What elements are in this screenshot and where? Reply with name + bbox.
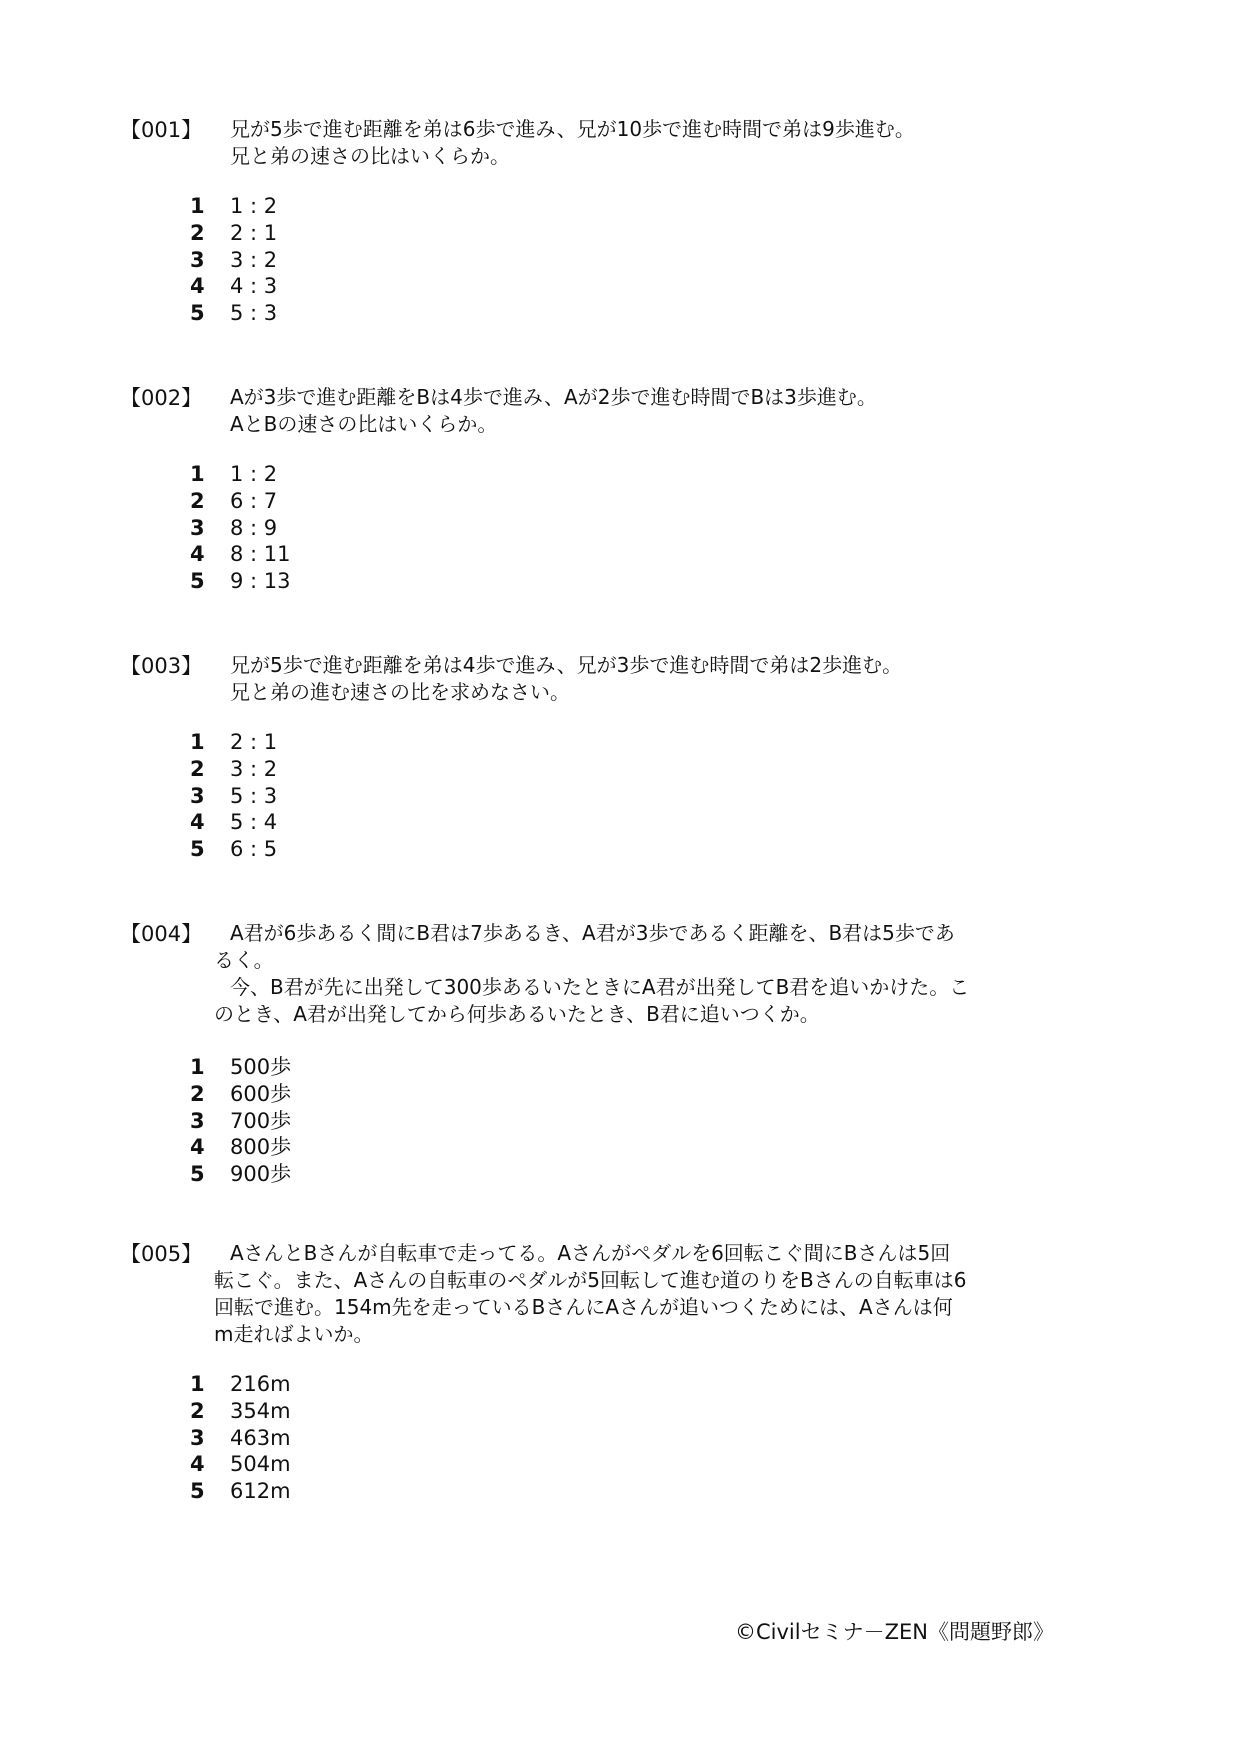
choice-item[interactable] xyxy=(190,462,590,489)
question-number: 【002】 xyxy=(120,386,203,410)
choice-text: 1 : 2 xyxy=(230,194,278,218)
choice-item[interactable] xyxy=(190,221,590,248)
choice-text: 9 : 13 xyxy=(230,569,291,594)
choice-number: 1 xyxy=(190,462,205,486)
choice-item[interactable] xyxy=(190,542,590,569)
choice-text: 463m xyxy=(230,1425,291,1450)
choice-text: 612m xyxy=(230,1479,291,1504)
question-text xyxy=(230,384,970,438)
question-paragraph: 今、B君が先に出発して300歩あるいたときにA君が出発してB君を追いかけた。このとき、A君が出発してから何歩あるいたとき、B君に追いつくか。 xyxy=(214,975,970,1026)
choice-number: 4 xyxy=(190,810,205,835)
choice-text: 900歩 xyxy=(230,1162,292,1187)
choice-text: 6 : 7 xyxy=(230,488,278,513)
choice-item[interactable] xyxy=(190,837,590,864)
choice-item[interactable] xyxy=(190,757,590,784)
choice-number: 3 xyxy=(190,783,205,808)
choice-number: 3 xyxy=(190,1425,205,1450)
choice-number: 1 xyxy=(190,1055,205,1079)
question-text xyxy=(230,652,970,706)
question-text xyxy=(214,920,970,1028)
choice-number: 4 xyxy=(190,274,205,299)
choice-text: 3 : 2 xyxy=(230,756,278,781)
choice-text: 8 : 11 xyxy=(230,542,291,567)
choice-item[interactable] xyxy=(190,194,590,221)
choice-text: 2 : 1 xyxy=(230,220,278,245)
choice-list xyxy=(190,462,590,596)
choice-item[interactable] xyxy=(190,1452,590,1479)
choice-text: 504m xyxy=(230,1452,291,1477)
choice-number: 5 xyxy=(190,569,205,594)
choice-number: 5 xyxy=(190,837,205,862)
choice-number: 2 xyxy=(190,756,205,781)
question-line: 兄が5歩で進む距離を弟は4歩で進み、兄が3歩で進む時間で弟は2歩進む。 xyxy=(230,653,903,677)
choice-list xyxy=(190,1051,590,1185)
choice-item[interactable] xyxy=(190,489,590,516)
choice-number: 2 xyxy=(190,488,205,513)
choice-number: 4 xyxy=(190,1452,205,1477)
choice-text: 354m xyxy=(230,1398,291,1423)
copyright-footer: ©Civilセミナ－ZEN《問題野郎》 xyxy=(735,1620,1054,1644)
choice-number: 5 xyxy=(190,301,205,326)
question-paragraph: AさんとBさんが自転車で走ってる。Aさんがペダルを6回転こぐ間にBさんは5回転こぐ。また、Aさんの自転車のペダルが5回転して進む道のりをBさんの自転車は6回転で進む。154m先を走っているBさんにAさんが追いつくためには、Aさんは何m走ればよいか。 xyxy=(214,1241,967,1346)
choice-item[interactable] xyxy=(190,1479,590,1506)
choice-number: 5 xyxy=(190,1162,205,1187)
choice-number: 1 xyxy=(190,1372,205,1396)
choice-text: 6 : 5 xyxy=(230,837,278,862)
choice-text: 8 : 9 xyxy=(230,515,278,540)
choice-item[interactable] xyxy=(190,1399,590,1426)
question-text xyxy=(230,116,970,170)
choice-item[interactable] xyxy=(190,274,590,301)
choice-text: 800歩 xyxy=(230,1135,292,1160)
choice-text: 500歩 xyxy=(230,1055,292,1079)
choice-item[interactable] xyxy=(190,516,590,543)
choice-item[interactable] xyxy=(190,1105,590,1132)
choice-text: 1 : 2 xyxy=(230,462,278,486)
question-line: 兄と弟の速さの比はいくらか。 xyxy=(230,144,510,168)
choice-number: 1 xyxy=(190,194,205,218)
question-number: 【001】 xyxy=(120,118,203,142)
choice-item[interactable] xyxy=(190,1051,590,1078)
choice-number: 4 xyxy=(190,542,205,567)
question-line: 兄と弟の進む速さの比を求めなさい。 xyxy=(230,680,570,704)
choice-number: 3 xyxy=(190,515,205,540)
choice-list xyxy=(190,730,590,864)
choice-text: 700歩 xyxy=(230,1108,292,1133)
choice-item[interactable] xyxy=(190,248,590,275)
choice-number: 3 xyxy=(190,247,205,272)
choice-text: 5 : 4 xyxy=(230,810,278,835)
choice-number: 2 xyxy=(190,220,205,245)
question-number: 【005】 xyxy=(120,1242,203,1266)
choice-text: 216m xyxy=(230,1372,291,1396)
choice-text: 600歩 xyxy=(230,1081,292,1106)
choice-list xyxy=(190,194,590,328)
choice-item[interactable] xyxy=(190,730,590,757)
choice-list xyxy=(190,1372,590,1506)
choice-number: 2 xyxy=(190,1398,205,1423)
choice-item[interactable] xyxy=(190,1426,590,1453)
question-line: Aが3歩で進む距離をBは4歩で進み、Aが2歩で進む時間でBは3歩進む。 xyxy=(230,385,877,409)
choice-number: 4 xyxy=(190,1135,205,1160)
question-number: 【004】 xyxy=(120,922,203,946)
choice-number: 5 xyxy=(190,1479,205,1504)
choice-item[interactable] xyxy=(190,301,590,328)
choice-item[interactable] xyxy=(190,569,590,596)
choice-text: 2 : 1 xyxy=(230,730,278,754)
choice-number: 2 xyxy=(190,1081,205,1106)
choice-item[interactable] xyxy=(190,784,590,811)
question-text xyxy=(214,1240,970,1348)
choice-item[interactable] xyxy=(190,1078,590,1105)
choice-text: 3 : 2 xyxy=(230,247,278,272)
choice-text: 5 : 3 xyxy=(230,301,278,326)
choice-item[interactable] xyxy=(190,1372,590,1399)
choice-text: 5 : 3 xyxy=(230,783,278,808)
question-paragraph: A君が6歩あるく間にB君は7歩あるき、A君が3歩であるく距離を、B君は5歩であるく。 xyxy=(214,921,955,972)
question-number: 【003】 xyxy=(120,654,203,678)
choice-text: 4 : 3 xyxy=(230,274,278,299)
choice-number: 1 xyxy=(190,730,205,754)
choice-item[interactable] xyxy=(190,1158,590,1185)
choice-item[interactable] xyxy=(190,1131,590,1158)
choice-item[interactable] xyxy=(190,810,590,837)
question-line: AとBの速さの比はいくらか。 xyxy=(230,412,498,436)
question-line: 兄が5歩で進む距離を弟は6歩で進み、兄が10歩で進む時間で弟は9歩進む。 xyxy=(230,117,915,141)
choice-number: 3 xyxy=(190,1108,205,1133)
